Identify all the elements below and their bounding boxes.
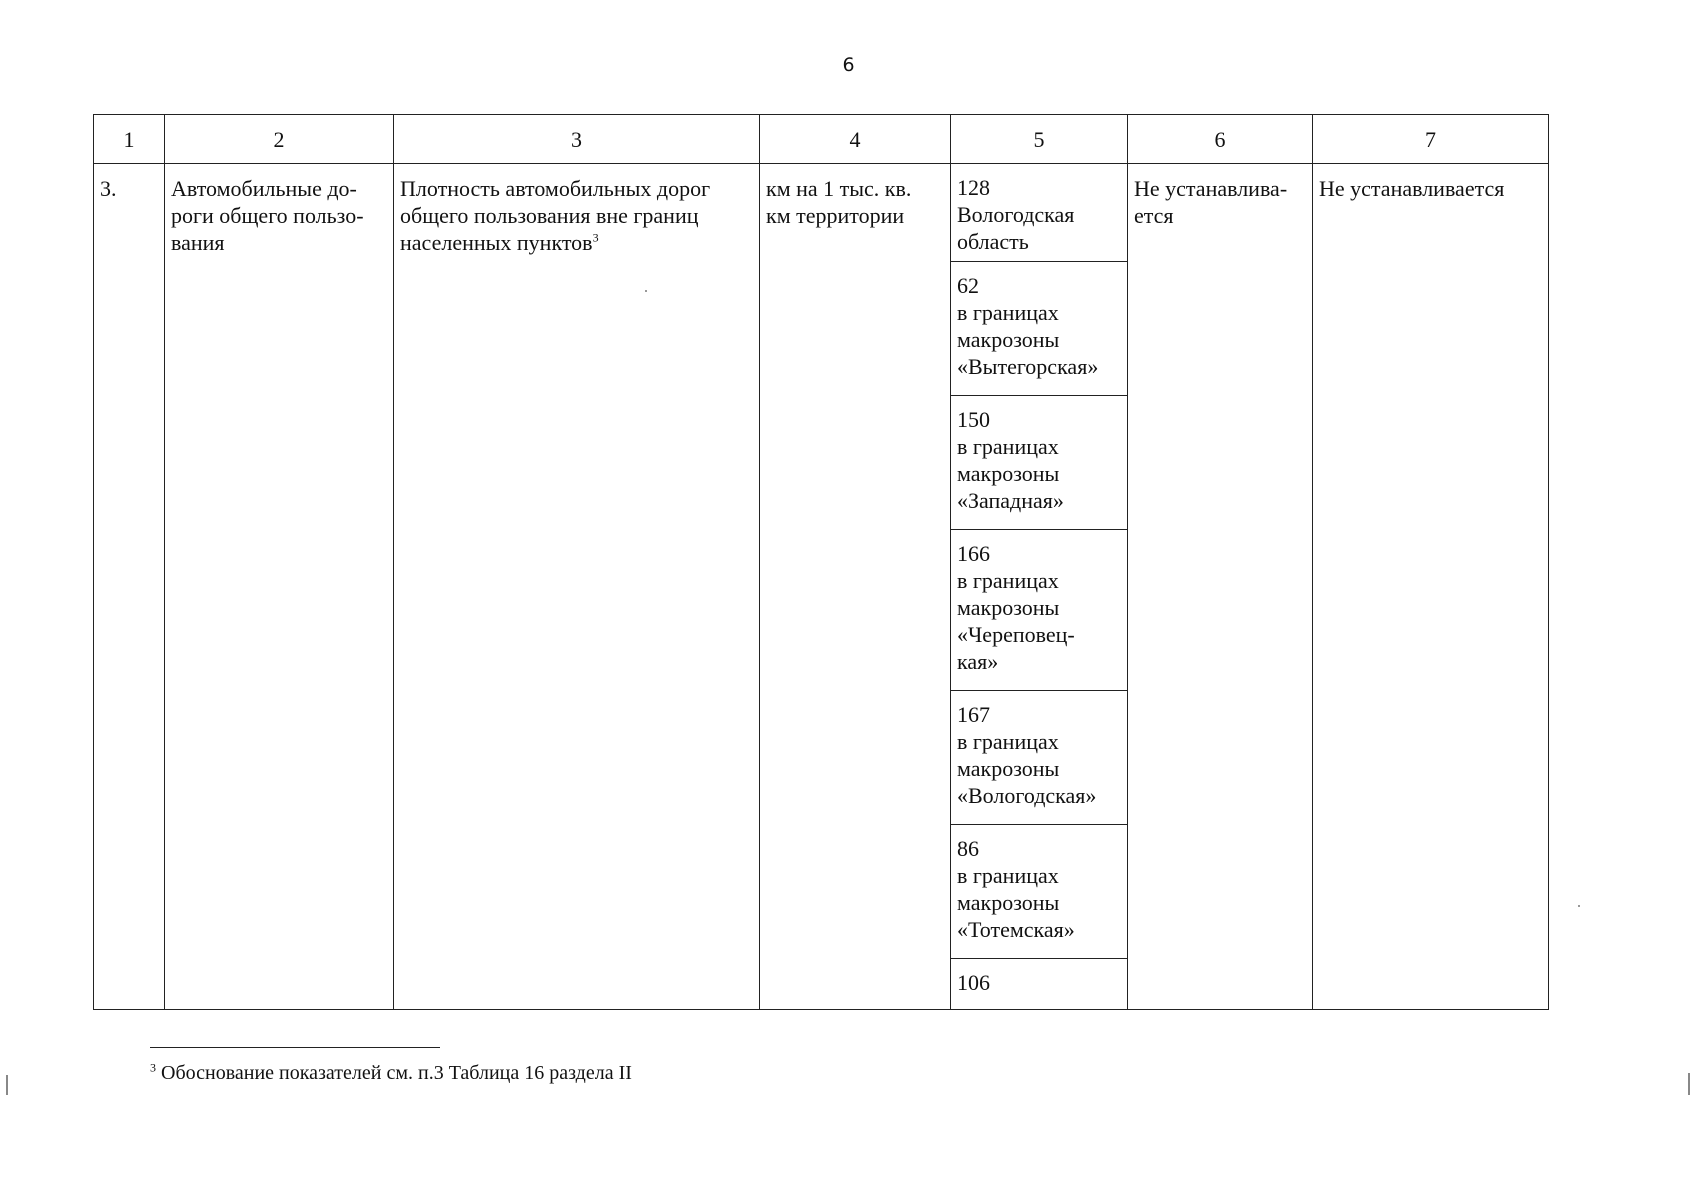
- footnote: [150, 1062, 632, 1085]
- value-cell: 62 в границах макрозоны «Вытегорская»: [951, 262, 1128, 396]
- category-cell: [165, 164, 394, 1010]
- column-header: 2: [165, 115, 394, 164]
- footnote-mark: 3: [150, 1060, 156, 1075]
- value-number: 150: [957, 407, 990, 432]
- footnote-divider: [150, 1047, 440, 1048]
- scan-speck: [645, 290, 647, 292]
- column-header: 4: [760, 115, 951, 164]
- column-header: 5: [951, 115, 1128, 164]
- footnote-ref: 3: [592, 230, 599, 245]
- scan-edge-mark: [1688, 1073, 1690, 1095]
- indicators-table: [93, 114, 1549, 1010]
- value-cell: 86 в границах макрозоны «Тотемская»: [951, 825, 1128, 959]
- value-number: 86: [957, 836, 979, 861]
- row-number-cell: [94, 164, 165, 1010]
- category-text: Автомобильные до- роги общего пользо- вания: [171, 176, 364, 255]
- column-header: 7: [1313, 115, 1549, 164]
- unit-cell: [760, 164, 951, 1010]
- value-number: 106: [957, 970, 990, 995]
- scan-speck: [1578, 905, 1580, 907]
- footnote-text: Обоснование показателей см. п.3 Таблица 16 раздела II: [161, 1062, 632, 1084]
- indicator-text: Плотность автомобильных дорог общего пользования вне границ населенных пунктов$^3$: [400, 176, 711, 255]
- indicator-cell: [394, 164, 760, 1010]
- table-header-row: [94, 115, 1549, 164]
- col6-cell: Не устанавлива- ется: [1128, 164, 1313, 1010]
- value-cell: [951, 959, 1128, 1010]
- value-number: 128: [957, 175, 990, 200]
- page-number: 6: [842, 54, 855, 76]
- value-number: 167: [957, 702, 990, 727]
- scan-edge-mark: [6, 1075, 8, 1095]
- column-header: 1: [94, 115, 165, 164]
- value-cell: 128 Вологодская область: [951, 164, 1128, 262]
- value-number: 62: [957, 273, 979, 298]
- column-header: 6: [1128, 115, 1313, 164]
- value-cell: 150 в границах макрозоны «Западная»: [951, 396, 1128, 530]
- unit-text: км на 1 тыс. кв. км территории: [766, 176, 912, 228]
- column-header: 3: [394, 115, 760, 164]
- value-cell: 167 в границах макрозоны «Вологодская»: [951, 691, 1128, 825]
- row-number: 3.: [100, 176, 117, 201]
- value-cell: 166 в границах макрозоны «Череповец- кая»: [951, 530, 1128, 691]
- value-number: 166: [957, 541, 990, 566]
- table-row: [94, 164, 1549, 262]
- col7-cell: Не устанавливается: [1313, 164, 1549, 1010]
